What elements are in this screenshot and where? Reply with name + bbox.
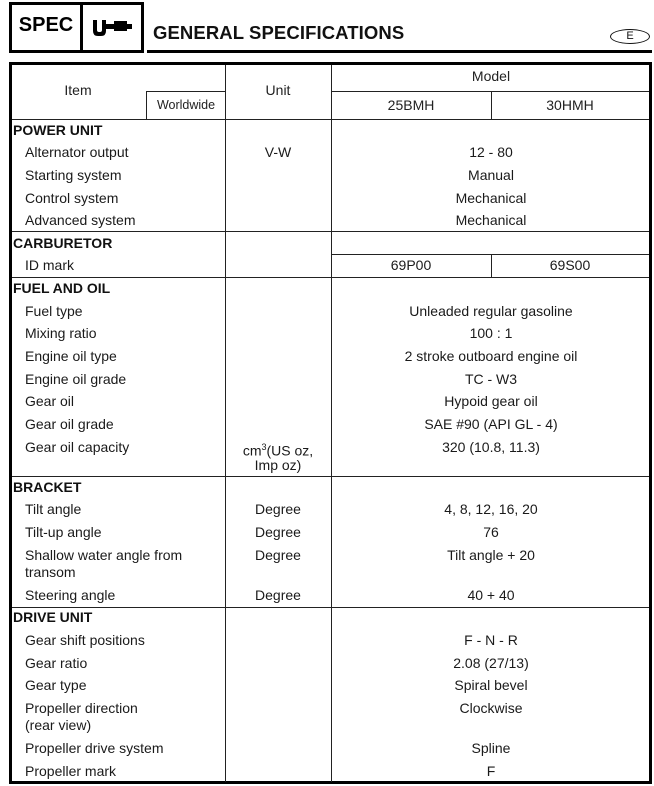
row-value: Hypoid gear oil [444, 393, 538, 409]
section-divider [12, 607, 649, 608]
row-item: Gear oil capacity [25, 439, 130, 455]
row-value: F - N - R [464, 632, 518, 648]
row-unit: Degree [255, 547, 301, 563]
row-item: Control system [25, 190, 119, 206]
row-item: Tilt angle [25, 501, 82, 517]
row-item: Alternator output [25, 144, 129, 160]
row-item: Propeller drive system [25, 740, 164, 756]
row-item: Gear type [25, 677, 87, 693]
row-item: Steering angle [25, 587, 116, 603]
row-item: Gear oil grade [25, 416, 114, 432]
row-value: SAE #90 (API GL - 4) [424, 416, 558, 432]
row-item: Tilt-up angle [25, 524, 102, 540]
unit-rest: (US oz, [266, 442, 314, 459]
carb-value-line [331, 254, 649, 255]
row-unit: Degree [255, 587, 301, 603]
row-value: 4, 8, 12, 16, 20 [444, 501, 538, 517]
section-title-carburetor: CARBURETOR [13, 235, 113, 251]
header-bottom-line [12, 119, 649, 120]
column-header-item: Item [64, 82, 92, 98]
spec-badge [9, 2, 83, 53]
section-title-fuel-and-oil: FUEL AND OIL [13, 280, 111, 296]
section-divider [12, 476, 649, 477]
row-value: 100 : 1 [469, 325, 513, 341]
row-item: Propeller mark [25, 763, 117, 779]
column-header-model-25bmh: 25BMH [387, 97, 435, 113]
row-value: 2.08 (27/13) [453, 655, 529, 671]
language-badge: E [610, 29, 650, 44]
column-header-model-30hmh: 30HMH [546, 97, 594, 113]
row-value: F [486, 763, 496, 779]
divider-item-unit [225, 65, 226, 782]
divider-worldwide [146, 91, 147, 119]
row-value: Unleaded regular gasoline [409, 303, 573, 319]
row-item: Advanced system [25, 212, 136, 228]
worldwide-top-line [146, 91, 225, 92]
section-title-drive-unit: DRIVE UNIT [13, 609, 93, 625]
row-value: Manual [468, 167, 514, 183]
page-title: GENERAL SPECIFICATIONS [153, 22, 405, 43]
micrometer-icon-box [80, 2, 144, 53]
divider-model-split-header [491, 91, 492, 119]
micrometer-icon [83, 5, 141, 50]
spec-label: SPEC [18, 14, 74, 36]
row-value: 40 + 40 [467, 587, 515, 603]
section-title-bracket: BRACKET [13, 479, 82, 495]
column-header-model: Model [471, 68, 511, 84]
divider-unit-model [331, 65, 332, 782]
row-item-line2: transom [25, 564, 76, 580]
row-value: Mechanical [455, 190, 527, 206]
row-item: ID mark [25, 257, 74, 273]
section-divider [12, 231, 649, 232]
row-item: Gear ratio [25, 655, 88, 671]
row-unit: Degree [255, 501, 301, 517]
divider-model-split-carb [491, 254, 492, 277]
column-header-unit: Unit [265, 82, 291, 98]
unit-superscript: 3 [261, 442, 267, 452]
section-title-power-unit: POWER UNIT [13, 122, 103, 138]
row-value-30hmh: 69S00 [549, 257, 591, 273]
row-value: 76 [483, 524, 499, 540]
row-value: Spiral bevel [454, 677, 528, 693]
row-unit: Degree [255, 524, 301, 540]
title-underline [147, 50, 652, 53]
row-value: 12 - 80 [469, 144, 513, 160]
model-subheader-line [331, 91, 649, 92]
row-value-25bmh: 69P00 [390, 257, 432, 273]
row-value: Clockwise [459, 700, 523, 716]
section-divider [12, 277, 649, 278]
row-unit-capacity [243, 439, 313, 459]
row-item: Shallow water angle from [25, 547, 183, 563]
row-value: TC - W3 [464, 371, 518, 387]
row-item-line2: (rear view) [25, 717, 92, 733]
row-item: Fuel type [25, 303, 83, 319]
row-value: Tilt angle + 20 [447, 547, 535, 563]
row-value: 320 (10.8, 11.3) [442, 439, 540, 455]
row-unit: V-W [264, 144, 292, 160]
row-item: Gear oil [25, 393, 75, 409]
row-item: Engine oil grade [25, 371, 127, 387]
column-header-worldwide: Worldwide [156, 98, 216, 112]
row-item: Propeller direction [25, 700, 138, 716]
row-value: 2 stroke outboard engine oil [404, 348, 578, 364]
row-item: Gear shift positions [25, 632, 145, 648]
row-item: Engine oil type [25, 348, 117, 364]
row-item: Starting system [25, 167, 122, 183]
row-value: Mechanical [455, 212, 527, 228]
unit-base: cm [242, 442, 262, 459]
row-unit-line2: Imp oz) [254, 457, 302, 473]
row-value: Spline [471, 740, 511, 756]
row-item: Mixing ratio [25, 325, 97, 341]
